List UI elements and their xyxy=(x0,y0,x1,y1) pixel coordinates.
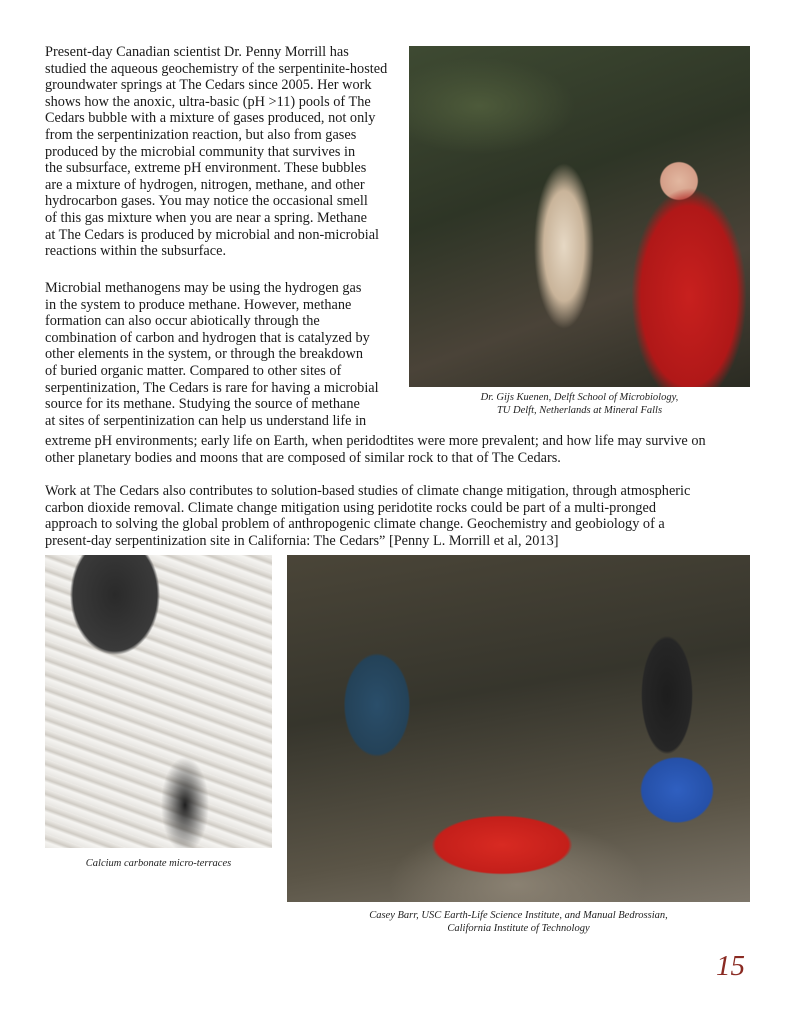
text-line: groundwater springs at The Cedars since 2005. Her work xyxy=(45,77,372,94)
text-line: shows how the anoxic, ultra-basic (pH >11) pools of The xyxy=(45,93,371,110)
text-line: formation can also occur abiotically through the xyxy=(45,313,320,330)
photo-micro-terraces xyxy=(45,555,272,848)
text-line: studied the aqueous geochemistry of the serpentinite-hosted xyxy=(45,60,388,77)
page-number: 15 xyxy=(716,950,745,982)
paragraph-methanogens xyxy=(45,280,379,429)
text-line: hydrocarbon gases. You may notice the occasional smell xyxy=(45,193,368,210)
text-line: Present-day Canadian scientist Dr. Penny Morrill has xyxy=(45,44,349,60)
photo-mineral-falls xyxy=(409,46,750,387)
text-line: present-day serpentinization site in California: The Cedars” [Penny L. Morrill et al, 2013] xyxy=(45,532,559,549)
paragraph-climate-mitigation xyxy=(45,483,690,549)
paragraph-methanogens-continued xyxy=(45,433,706,466)
paragraph-morrill-research xyxy=(45,44,387,260)
text-line: in the system to produce methane. However, methane xyxy=(45,296,352,313)
text-line: the subsurface, extreme pH environment. These bubbles xyxy=(45,160,367,177)
caption-field-researchers xyxy=(287,909,750,935)
text-line: TU Delft, Netherlands at Mineral Falls xyxy=(496,405,663,416)
text-line: Work at The Cedars also contributes to solution-based studies of climate change mitigation, through atmospheric xyxy=(45,483,691,499)
text-line: California Institute of Technology xyxy=(447,923,590,934)
caption-micro-terraces xyxy=(45,857,272,870)
text-line: are a mixture of hydrogen, nitrogen, methane, and other xyxy=(45,176,365,193)
text-line: approach to solving the global problem of anthropogenic climate change. Geochemistry and geobiology of a xyxy=(45,516,665,533)
text-line: other planetary bodies and moons that are composed of similar rock to that of The Cedars. xyxy=(45,449,561,466)
text-line: Dr. Gijs Kuenen, Delft School of Microbiology, xyxy=(480,392,679,403)
text-line: of this gas mixture when you are near a spring. Methane xyxy=(45,209,367,226)
text-line: at sites of serpentinization can help us understand life in xyxy=(45,412,367,429)
text-line: of buried organic matter. Compared to other sites of xyxy=(45,362,342,379)
text-line: reactions within the subsurface. xyxy=(45,243,227,260)
text-line: at The Cedars is produced by microbial and non-microbial xyxy=(45,226,380,243)
text-line: extreme pH environments; early life on Earth, when peridodtites were more prevalent; and how life may survive on xyxy=(45,433,706,449)
text-line: produced by the microbial community that survives in xyxy=(45,143,356,160)
text-line: other elements in the system, or through the breakdown xyxy=(45,346,364,363)
text-line: source for its methane. Studying the source of methane xyxy=(45,396,360,413)
text-line: serpentinization, The Cedars is rare for having a microbial xyxy=(45,379,379,396)
text-line: from the serpentinization reaction, but also from gases xyxy=(45,126,357,143)
photo-field-researchers xyxy=(287,555,750,902)
text-line: carbon dioxide removal. Climate change mitigation using peridotite rocks could be part of a multi-pronged xyxy=(45,499,657,516)
text-line: combination of carbon and hydrogen that is catalyzed by xyxy=(45,329,370,346)
text-line: Casey Barr, USC Earth-Life Science Institute, and Manual Bedrossian, xyxy=(369,910,668,921)
text-line: Microbial methanogens may be using the hydrogen gas xyxy=(45,280,362,296)
text-line: Calcium carbonate micro-terraces xyxy=(85,858,232,869)
text-line: Cedars bubble with a mixture of gases produced, not only xyxy=(45,110,376,127)
caption-mineral-falls xyxy=(409,391,750,417)
